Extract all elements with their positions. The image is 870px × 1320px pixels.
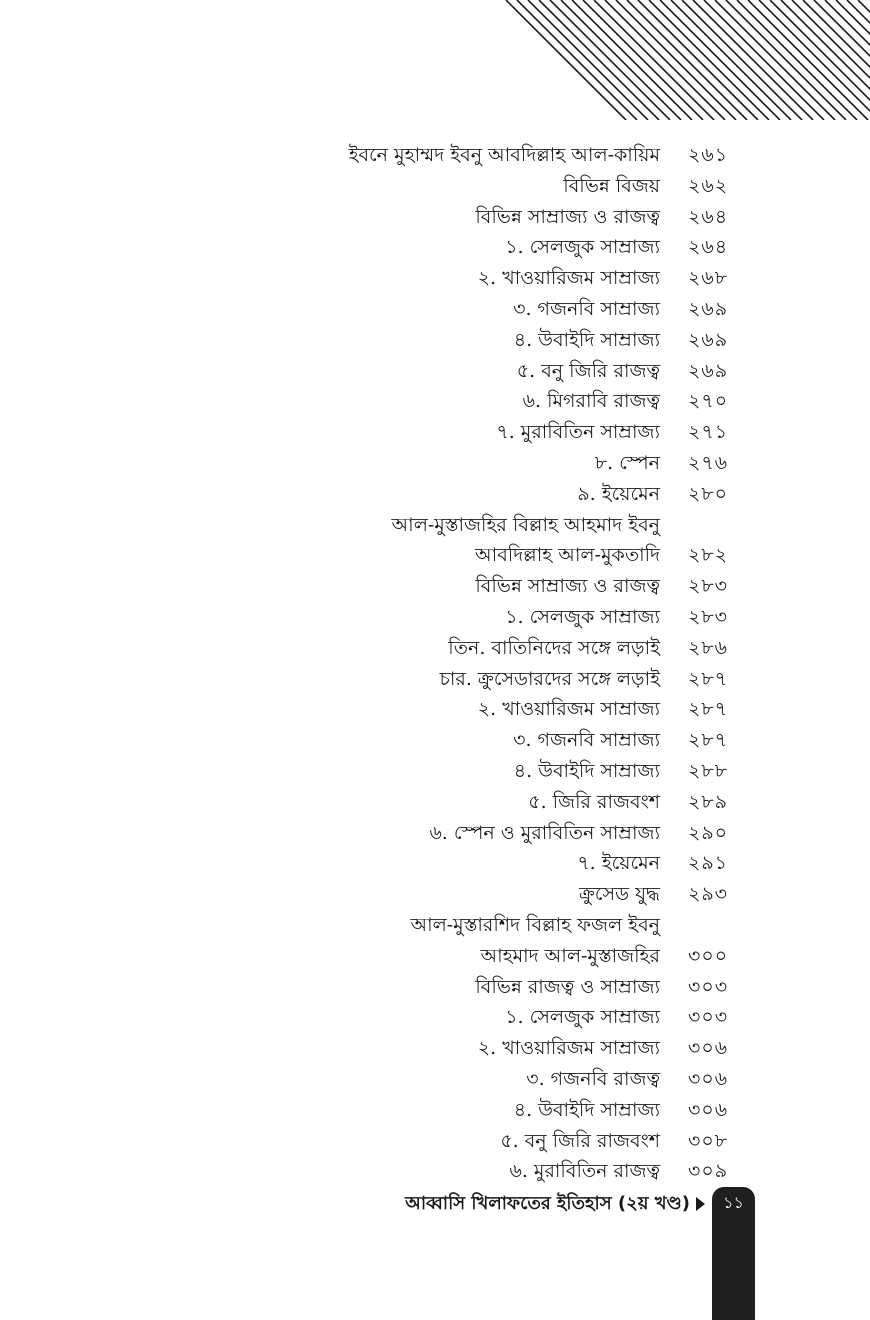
book-title: আব্বাসি খিলাফতের ইতিহাস (২য় খণ্ড)	[405, 1193, 690, 1214]
hatch-line	[638, 0, 758, 120]
toc-entry-page: ২৮০	[688, 482, 729, 505]
toc-entry-page: ২৮৭	[688, 729, 729, 752]
page-number: ১১	[723, 1193, 744, 1212]
toc-entry-title: ১. সেলজুক সাম্রাজ্য	[505, 1006, 660, 1029]
toc-entry-page: ২৬৮	[688, 267, 729, 290]
toc-entry-title: ৪. উবাইদি সাম্রাজ্য	[513, 759, 660, 782]
toc-entry-page: ২৮৮	[688, 759, 729, 782]
toc-entry-title: ৩. গজনবি সাম্রাজ্য	[513, 729, 660, 752]
toc-entry-page: ২৯৩	[688, 883, 729, 906]
toc-entry-page: ৩০৬	[688, 1098, 729, 1121]
toc-entry-title: ৬. স্পেন ও মুরাবিতিন সাম্রাজ্য	[429, 821, 660, 844]
toc-entry-title: ৫. বনু জিরি রাজবংশ	[500, 1129, 660, 1152]
toc-entry	[0, 664, 870, 695]
toc-entry-page: ২৬৯	[688, 297, 729, 320]
toc-entry	[0, 1126, 870, 1157]
toc-entry	[0, 879, 870, 910]
toc-entry-title: চার. ক্রুসেডারদের সঙ্গে লড়াই	[439, 667, 660, 690]
toc-entry-page: ২৮২	[688, 544, 729, 567]
toc-entry-title: ৭. ইয়েমেন	[577, 852, 660, 875]
toc-entry-page: ২৭০	[688, 390, 729, 413]
corner-hatch-decoration	[500, 0, 870, 120]
toc-entry-title: ৬. মুরাবিতিন রাজত্ব	[509, 1160, 660, 1183]
toc-entry-page: ২৮৬	[688, 636, 729, 659]
toc-entry	[0, 633, 870, 664]
toc-entry-page: ৩০৩	[688, 1006, 729, 1029]
toc-entry	[0, 171, 870, 202]
toc-entry	[0, 479, 870, 510]
toc-entry	[0, 263, 870, 294]
toc-entry	[0, 602, 870, 633]
toc-entry-page: ২৯১	[688, 852, 729, 875]
toc-entry	[0, 448, 870, 479]
toc-entry	[0, 1064, 870, 1095]
toc-entry-title: ৫. জিরি রাজবংশ	[528, 790, 660, 813]
toc-entry	[0, 325, 870, 356]
toc-entry-page: ৩০৬	[688, 1037, 729, 1060]
toc-entry-title: ১. সেলজুক সাম্রাজ্য	[505, 605, 660, 628]
toc-entry	[0, 232, 870, 263]
toc-entry-title: বিভিন্ন বিজয়	[563, 174, 660, 197]
toc-entry	[0, 140, 870, 171]
toc-entry	[0, 910, 870, 941]
toc-entry-page: ২৭৬	[688, 451, 729, 474]
toc-entry-title: ৪. উবাইদি সাম্রাজ্য	[513, 1098, 660, 1121]
hatch-line	[605, 0, 725, 120]
toc-entry	[0, 202, 870, 233]
toc-entry-title: ১. সেলজুক সাম্রাজ্য	[505, 236, 660, 259]
hatch-line	[671, 0, 791, 120]
toc-entry-page: ৩০৯	[688, 1160, 729, 1183]
toc-entry-title: ৭. মুরাবিতিন সাম্রাজ্য	[496, 421, 660, 444]
toc-entry	[0, 1156, 870, 1187]
hatch-line	[726, 0, 846, 120]
toc-entry-page: ২৮৩	[688, 575, 729, 598]
hatch-line	[649, 0, 769, 120]
toc-entry-title: বিভিন্ন সাম্রাজ্য ও রাজত্ব	[475, 205, 660, 228]
toc-entry-page: ২৮৯	[688, 790, 729, 813]
toc-entry	[0, 694, 870, 725]
hatch-line	[715, 0, 835, 120]
toc-entry	[0, 1033, 870, 1064]
toc-entry-page: ৩০০	[688, 944, 729, 967]
toc-entry-page: ২৬৪	[688, 205, 729, 228]
toc-entry-title: আহমাদ আল-মুস্তাজহির	[480, 944, 660, 967]
toc-entry-page: ২৮৭	[688, 698, 729, 721]
toc-entry-title: ইবনে মুহাম্মদ ইবনু আবদিল্লাহ আল-কায়িম	[348, 144, 660, 166]
toc-entry-title: ৪. উবাইদি সাম্রাজ্য	[513, 328, 660, 351]
toc-entry	[0, 1002, 870, 1033]
hatch-line	[704, 0, 824, 120]
toc-entry-page: ২৭১	[688, 421, 729, 444]
hatch-line	[748, 0, 868, 120]
toc-entry	[0, 540, 870, 571]
hatch-line	[693, 0, 813, 120]
toc-entry-title: আবদিল্লাহ আল-মুকতাদি	[475, 544, 660, 567]
toc-entry-title: ৮. স্পেন	[594, 451, 660, 474]
toc-entry-title: ক্রুসেড যুদ্ধ	[579, 883, 660, 906]
toc-entry-page: ২৬৯	[688, 359, 729, 382]
toc-entry	[0, 848, 870, 879]
page-number-tab	[712, 1187, 755, 1320]
toc-entry	[0, 386, 870, 417]
toc-entry-page: ২৬২	[688, 174, 729, 197]
toc-entry-page: ২৯০	[688, 821, 729, 844]
toc-entry-page: ৩০৮	[688, 1129, 729, 1152]
toc-entry	[0, 1095, 870, 1126]
toc-entry-title: বিভিন্ন রাজত্ব ও সাম্রাজ্য	[475, 975, 660, 998]
toc-entry-title: ৫. বনু জিরি রাজত্ব	[516, 359, 660, 382]
toc-entry	[0, 294, 870, 325]
hatch-line	[737, 0, 857, 120]
toc-entry-title: বিভিন্ন সাম্রাজ্য ও রাজত্ব	[475, 575, 660, 598]
toc-entry-page: ২৬৪	[688, 236, 729, 259]
toc-entry-title: ৩. গজনবি সাম্রাজ্য	[513, 297, 660, 320]
toc-entry-title: ২. খাওয়ারিজম সাম্রাজ্য	[477, 267, 660, 290]
toc-entry-page: ২৮৩	[688, 605, 729, 628]
toc-entry-title: ২. খাওয়ারিজম সাম্রাজ্য	[477, 698, 660, 721]
hatch-line	[660, 0, 780, 120]
toc-entry	[0, 510, 870, 541]
toc-entry-page: ২৬১	[688, 144, 729, 166]
toc-entry-page: ৩০৩	[688, 975, 729, 998]
toc-entry	[0, 417, 870, 448]
table-of-contents	[0, 140, 870, 1187]
toc-entry	[0, 571, 870, 602]
toc-entry-title: আল-মুস্তাজহির বিল্লাহ আহমাদ ইবনু	[391, 513, 660, 536]
toc-entry-title: ৩. গজনবি রাজত্ব	[526, 1067, 660, 1090]
toc-entry-title: তিন. বাতিনিদের সঙ্গে লড়াই	[448, 636, 660, 659]
hatch-line	[594, 0, 714, 120]
play-arrow-icon	[696, 1197, 705, 1211]
toc-entry-page: ২৮৭	[688, 667, 729, 690]
toc-entry-title: আল-মুস্তারশিদ বিল্লাহ ফজল ইবনু	[410, 913, 660, 936]
toc-entry	[0, 756, 870, 787]
toc-entry-page: ৩০৬	[688, 1067, 729, 1090]
hatch-line	[616, 0, 736, 120]
toc-entry	[0, 941, 870, 972]
toc-entry-title: ৬. মিগরাবি রাজত্ব	[522, 390, 660, 413]
toc-entry	[0, 356, 870, 387]
toc-entry	[0, 972, 870, 1003]
toc-entry-title: ৯. ইয়েমেন	[577, 482, 660, 505]
toc-entry-title: ২. খাওয়ারিজম সাম্রাজ্য	[477, 1037, 660, 1060]
toc-entry	[0, 787, 870, 818]
toc-entry	[0, 818, 870, 849]
hatch-line	[682, 0, 802, 120]
toc-entry	[0, 725, 870, 756]
toc-entry-page: ২৬৯	[688, 328, 729, 351]
hatch-line	[627, 0, 747, 120]
